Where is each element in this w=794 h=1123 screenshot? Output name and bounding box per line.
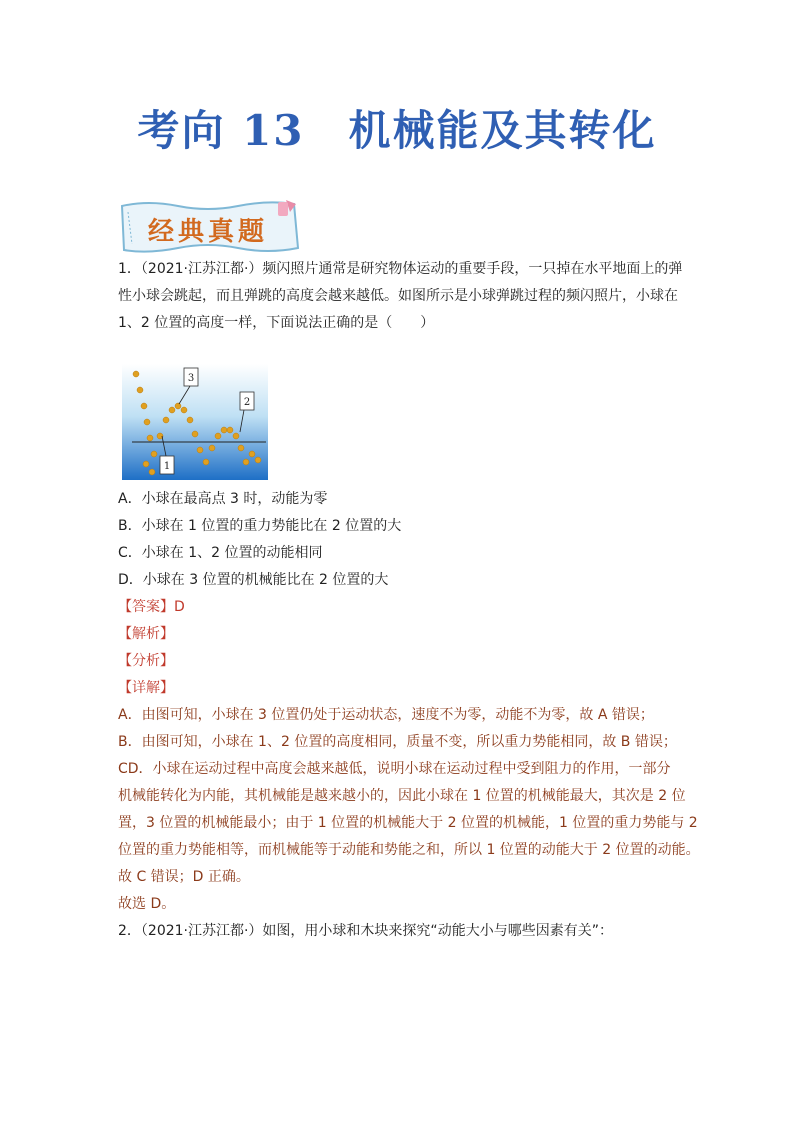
q1-explanation-line-3: CD．小球在运动过程中高度会越来越低，说明小球在运动过程中受到阻力的作用，一部分 xyxy=(118,761,671,777)
q1-explanation-line-2: B．由图可知，小球在 1、2 位置的高度相同，质量不变，所以重力势能相同，故 B 错误； xyxy=(118,734,677,750)
q1-explanation-line-7: 故 C 错误；D 正确。 xyxy=(118,869,250,885)
page-title: 考向 13 机械能及其转化 xyxy=(137,106,657,155)
q1-option-c: C．小球在 1、2 位置的动能相同 xyxy=(118,545,323,561)
q1-explanation-line-6: 位置的重力势能相等，而机械能等于动能和势能之和，所以 1 位置的动能大于 2 位置的动能。 xyxy=(118,842,700,858)
q1-stem-line-3: 1、2 位置的高度一样，下面说法正确的是（ ） xyxy=(118,315,435,331)
figure-label-3: 3 xyxy=(187,373,195,384)
q1-analysis-heading: 【解析】 xyxy=(118,626,174,642)
figure-label-2: 2 xyxy=(243,397,251,408)
q1-explanation-line-5: 置，3 位置的机械能最小；由于 1 位置的机械能大于 2 位置的机械能，1 位置的重力势能与 2 xyxy=(118,815,698,831)
q1-answer: 【答案】D xyxy=(118,599,185,615)
bouncing-ball-photo xyxy=(122,364,268,480)
q1-option-d: D．小球在 3 位置的机械能比在 2 位置的大 xyxy=(118,572,389,588)
q2-stem: 2．（2021·江苏江都·）如图，用小球和木块来探究“动能大小与哪些因素有关”： xyxy=(118,923,613,939)
q1-fenxi-heading: 【分析】 xyxy=(118,653,174,669)
banner-label: 经典真题 xyxy=(148,217,269,247)
q1-stem-line-2: 性小球会跳起，而且弹跳的高度会越来越低。如图所示是小球弹跳过程的频闪照片，小球在 xyxy=(118,288,678,304)
figure-label-1: 1 xyxy=(163,461,171,472)
q1-option-b: B．小球在 1 位置的重力势能比在 2 位置的大 xyxy=(118,518,402,534)
q1-explanation-line-1: A．由图可知，小球在 3 位置仍处于运动状态，速度不为零，动能不为零，故 A 错误； xyxy=(118,707,654,723)
q1-stem-line-1: 1．（2021·江苏江都·）频闪照片通常是研究物体运动的重要手段，一只掉在水平地面上的弹 xyxy=(118,261,683,277)
q1-detail-heading: 【详解】 xyxy=(118,680,174,696)
q1-explanation-line-4: 机械能转化为内能，其机械能是越来越小的，因此小球在 1 位置的机械能最大，其次是 2 位 xyxy=(118,788,686,804)
q1-option-a: A．小球在最高点 3 时，动能为零 xyxy=(118,491,328,507)
q1-conclusion: 故选 D。 xyxy=(118,896,176,912)
